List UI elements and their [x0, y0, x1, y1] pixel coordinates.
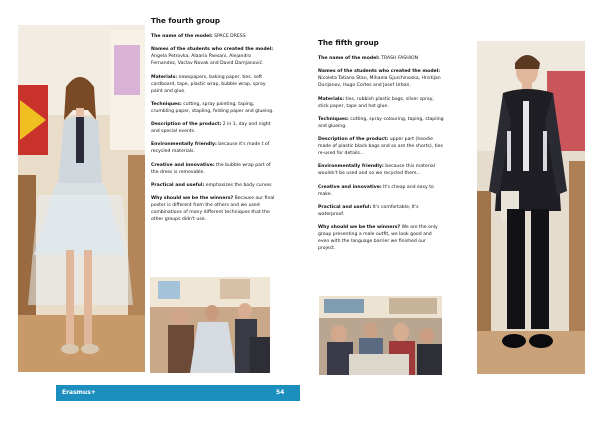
model-name: The name of the model: TRASH FASHION [318, 56, 419, 62]
group-four-heading: The fourth group [151, 16, 221, 25]
group-five-classroom-photo [319, 296, 442, 375]
erasmus-brand: Erasmus+ [62, 389, 96, 396]
right-page [300, 0, 600, 424]
student-names: Names of the students who created the model: Nicoleta Tatiana Stan, Mihaela Gjurchinoska, Hristijan Durijanov, Hugo Cortes and Josef Urban. [318, 69, 441, 89]
techniques: Techniques: cutting, spray painting, taping, crumbling paper, stapling, folding paper and glueing. [151, 101, 274, 115]
why-winners: Why should we be the winners? We are the only group presenting a male outfit, we look good and even with the language barrier we finished our project. [318, 225, 438, 252]
student-names: Names of the students who created the model: Angela Petrovka, Alaaria Paesani, Alejandro Fernandez, Vaclav Novak and David Damjanović. [151, 47, 274, 67]
practical-useful: Practical and useful: It's comfortable, It's waterproof. [318, 204, 419, 217]
model-name: The name of the model: SPACE DRESS [151, 34, 246, 40]
creative-innovative: Creative and innovative: the bubble wrap part of the dress is removable. [151, 162, 271, 175]
group-four-text [151, 15, 276, 229]
page-footer [56, 385, 300, 401]
description: Description of the product: 2 in 1, day and night and special events. [151, 122, 271, 135]
materials: Materials: newspapers, baking paper, ties, soft cardboard, tape, plastic wrap, bubble wrap, spray paint and glue. [151, 74, 266, 94]
group-five-text [318, 37, 444, 258]
space-dress-model-photo [18, 25, 145, 372]
techniques: Techniques: cutting, spray colouring, taping, stapling and glueing. [318, 116, 444, 129]
trash-fashion-model-photo [477, 41, 585, 374]
practical-useful: Practical and useful: emphasizes the body curves [151, 182, 272, 188]
page-number: 54 [276, 389, 285, 396]
materials: Materials: ties, rubbish plastic bags, silver spray, stick paper, tape and hot glue. [318, 96, 434, 109]
group-four-work-photo [150, 277, 270, 373]
creative-innovative: Creative and innovative: It's cheap and easy to make. [318, 184, 434, 197]
group-five-heading: The fifth group [318, 38, 379, 47]
description: Description of the product: upper part (hoodie made of plastic black bags and so are the shorts), ties re-used for details... [318, 137, 443, 157]
why-winners: Why should we be the winners? Because our final poster is different from the others and we used combinations of many different techniques that the other groups didn't use. [151, 195, 275, 223]
environmentally-friendly: Environmentally friendly: because it's made t of recycled materials. [151, 142, 270, 155]
environmentally-friendly: Environmentally friendly: because this material wouldn't be used and so we recycled them... [318, 164, 435, 177]
